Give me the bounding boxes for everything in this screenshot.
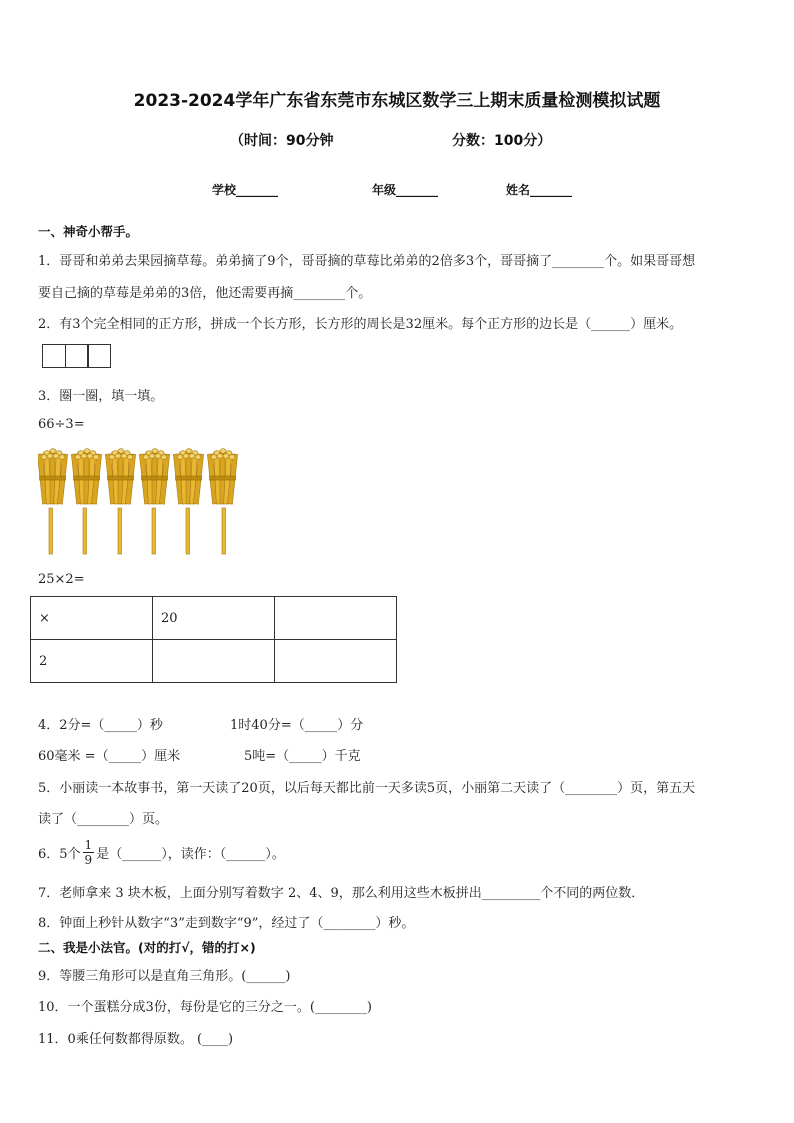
question-2: 2．有3个完全相同的正方形，拼成一个长方形，长方形的周长是32厘米。每个正方形的边长是（______）厘米。: [38, 317, 683, 332]
table-row: [31, 640, 397, 683]
bundle-3: [105, 449, 135, 554]
table-cell: ×: [31, 597, 153, 640]
question-6: [38, 835, 285, 869]
question-1-line-1: 1．哥哥和弟弟去果园摘草莓。弟弟摘了9个，哥哥摘的草莓比弟弟的2倍多3个，哥哥摘了________个。如果哥哥想: [38, 254, 696, 269]
bundle-6: [207, 449, 237, 554]
question-1-line-2: 要自己摘的草莓是弟弟的3倍，他还需要再摘________个。: [38, 286, 372, 301]
question-6-prefix: 6．5个: [38, 846, 81, 862]
question-4-d: 5吨=（_____）千克: [244, 749, 361, 764]
bundle-4: [139, 449, 169, 554]
question-3: 3．圈一圈，填一填。: [38, 389, 164, 404]
bundle-1: [38, 449, 68, 554]
table-cell[interactable]: [275, 597, 397, 640]
question-5-line-1: 5．小丽读一本故事书，第一天读了20页，以后每天都比前一天多读5页，小丽第二天读了（________）页，第五天: [38, 781, 696, 796]
grade-field: 年级_______: [372, 183, 439, 197]
question-4-c: 60毫米 =（_____）厘米: [38, 749, 181, 764]
three-squares-figure: [42, 344, 111, 368]
name-field: 姓名_______: [506, 183, 573, 197]
stick-bundles-figure: [38, 446, 258, 562]
fraction-denominator: 9: [84, 852, 93, 867]
table-cell[interactable]: [275, 640, 397, 683]
multiplication-table: [30, 596, 397, 683]
school-field: 学校_______: [212, 183, 279, 197]
question-11: 11．0乘任何数都得原数。 (____): [38, 1032, 234, 1047]
question-3-expression-1: 66÷3=: [38, 417, 85, 432]
exam-time: （时间：90分钟: [230, 133, 334, 149]
page-title: 2023-2024学年广东省东莞市东城区数学三上期末质量检测模拟试题: [133, 91, 661, 111]
section-2-heading: 二、我是小法官。(对的打√，错的打×): [38, 940, 256, 955]
question-3-expression-2: 25×2=: [38, 572, 85, 587]
fraction-numerator: 1: [84, 837, 93, 852]
question-6-suffix: 是（______），读作：（______）。: [96, 846, 285, 862]
bundle-5: [173, 449, 203, 554]
table-cell[interactable]: [153, 640, 275, 683]
fraction-one-ninth: [83, 839, 95, 866]
table-cell: 2: [31, 640, 153, 683]
square-1: [42, 344, 66, 368]
bundle-2: [71, 449, 101, 554]
question-4-a: 4．2分=（_____）秒: [38, 718, 163, 733]
question-9: 9．等腰三角形可以是直角三角形。(______): [38, 969, 291, 984]
table-cell: 20: [153, 597, 275, 640]
section-1-heading: 一、神奇小帮手。: [38, 224, 139, 239]
square-2: [65, 344, 89, 368]
question-7: 7．老师拿来 3 块木板，上面分别写着数字 2、4、9，那么利用这些木板拼出_________个不同的两位数．: [38, 886, 645, 901]
table-row: [31, 597, 397, 640]
exam-score: 分数：100分）: [452, 133, 552, 149]
stick-bundles-svg: [38, 446, 258, 558]
question-10: 10．一个蛋糕分成3份，每份是它的三分之一。(________): [38, 1000, 372, 1015]
question-4-b: 1时40分=（_____）分: [230, 718, 364, 733]
square-3: [87, 344, 111, 368]
question-5-line-2: 读了（________）页。: [38, 812, 169, 827]
question-8: 8．钟面上秒针从数字“3”走到数字“9”，经过了（________）秒。: [38, 916, 415, 931]
